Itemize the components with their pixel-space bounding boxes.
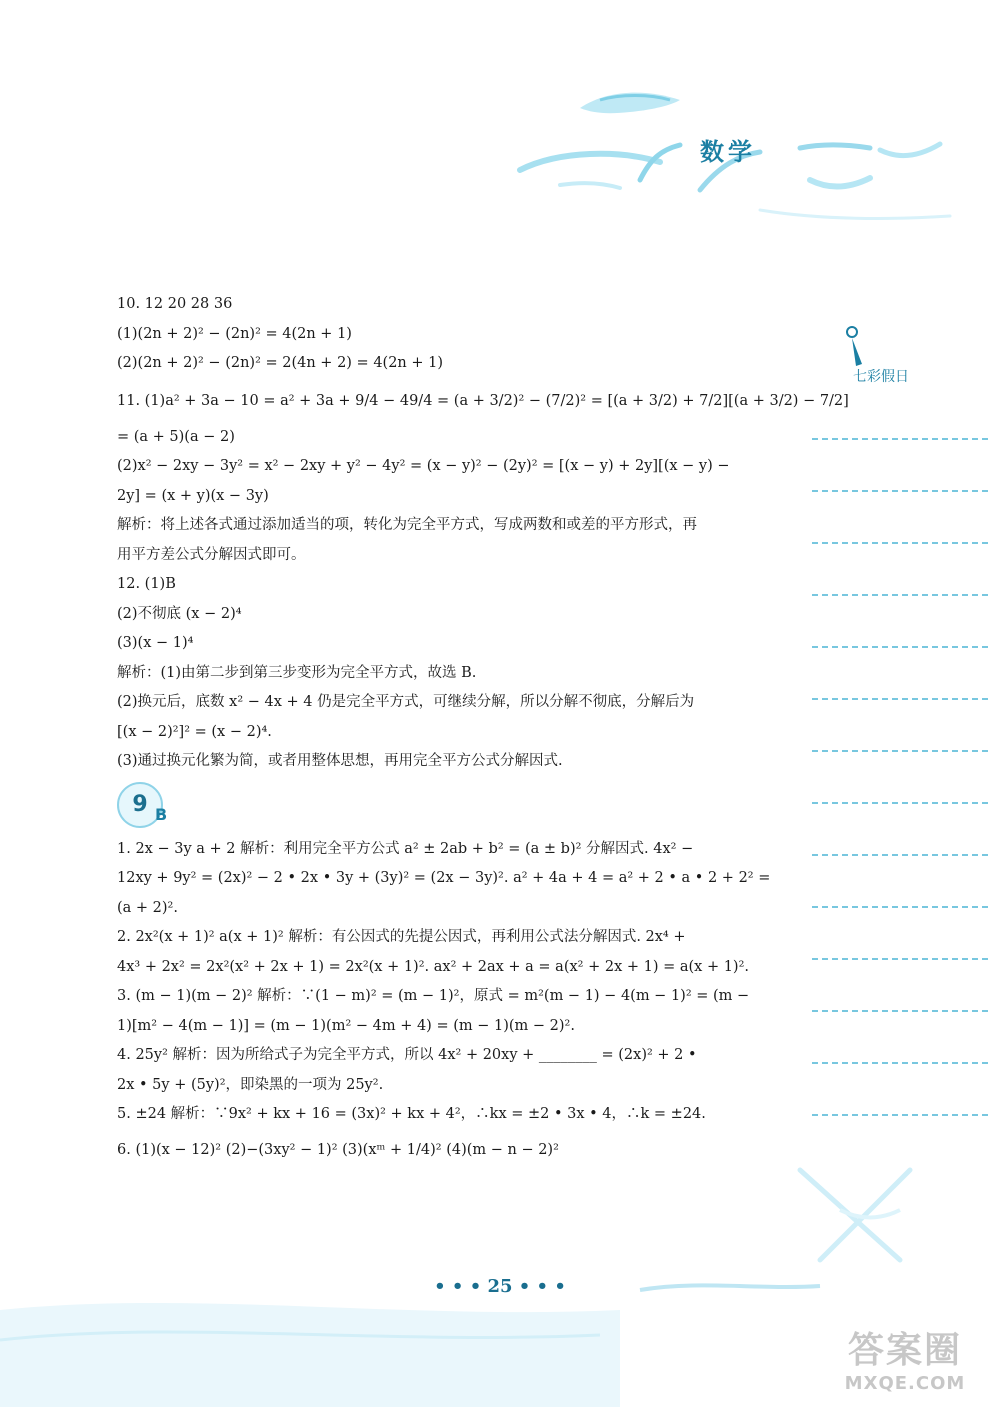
answer-line: = (a + 5)(a − 2) (117, 428, 235, 445)
answer-line: 解析：(1)由第二步到第三步变形为完全平方式，故选 B. (117, 664, 477, 681)
note-line (812, 804, 988, 856)
answer-line: 3. (m − 1)(m − 2)² 解析：∵(1 − m)² = (m − 1)²，原式 = m²(m − 1) − 4(m − 1)² = (m − (117, 988, 750, 1004)
note-line (812, 492, 988, 544)
note-line (812, 1064, 988, 1116)
note-line (812, 648, 988, 700)
answer-line: (2)换元后，底数 x² − 4x + 4 仍是完全平方式，可继续分解，所以分解不彻底，分解后为 (117, 694, 695, 710)
section-letter: B (155, 804, 168, 824)
note-line (812, 752, 988, 804)
answer-line: 4x³ + 2x² = 2x²(x² + 2x + 1) = 2x²(x + 1)². ax² + 2ax + a = a(x² + 2x + 1) = a(x + 1)². (117, 958, 750, 975)
answer-line: 2y] = (x + y)(x − 3y) (117, 487, 269, 504)
answer-line: 1. 2x − 3y a + 2 解析：利用完全平方公式 a² ± 2ab + b² = (a ± b)² 分解因式. 4x² − (117, 840, 694, 857)
section-number: 9 (117, 782, 163, 828)
answer-line: (2)不彻底 (x − 2)⁴ (117, 605, 242, 622)
note-line (812, 596, 988, 648)
answer-line: 2. 2x²(x + 1)² a(x + 1)² 解析：有公因式的先提公因式，再利用公式法分解因式. 2x⁴ + (117, 929, 686, 945)
answer-line: [(x − 2)²]² = (x − 2)⁴. (117, 723, 272, 740)
answer-line: 1)[m² − 4(m − 1)] = (m − 1)(m² − 4m + 4) = (m − 1)(m − 2)². (117, 1017, 575, 1034)
answer-line: (3)(x − 1)⁴ (117, 635, 194, 651)
watermark-text: 答案圈 (847, 1330, 962, 1371)
answer-line: 12xy + 9y² = (2x)² − 2 • 2x • 3y + (3y)² = (2x − 3y)². a² + 4a + 4 = a² + 2 • a • 2 + 2² = (117, 870, 771, 886)
answer-line: 10. 12 20 28 36 (117, 296, 233, 312)
answer-line: (1)(2n + 2)² − (2n)² = 4(2n + 1) (117, 325, 352, 342)
note-line (812, 856, 988, 908)
watermark-url: MXQE.COM (844, 1373, 966, 1394)
answer-line: (3)通过换元化繁为简，或者用整体思想，再用完全平方公式分解因式. (117, 753, 563, 769)
note-line (812, 544, 988, 596)
header-subject-title: 数学 (700, 138, 756, 166)
notes-area (812, 438, 988, 1116)
answer-line: (2)x² − 2xy − 3y² = x² − 2xy + y² − 4y² = (x − y)² − (2y)² = [(x − y) + 2y][(x − y) − (117, 458, 730, 474)
answer-line: 6. (1)(x − 12)² (2)−(3xy² − 1)² (3)(xᵐ + 1/4)² (4)(m − n − 2)² (117, 1141, 559, 1158)
answer-line: (2)(2n + 2)² − (2n)² = 2(4n + 2) = 4(2n + 1) (117, 355, 444, 371)
answer-content (117, 290, 849, 1170)
answer-line: 4. 25y² 解析：因为所给式子为完全平方式，所以 4x² + 20xy + ________ = (2x)² + 2 • (117, 1047, 697, 1063)
note-line (812, 1012, 988, 1064)
answer-line: 12. (1)B (117, 576, 176, 592)
pen-icon (822, 320, 962, 400)
answer-line: 5. ±24 解析：∵9x² + kx + 16 = (3x)² + kx + 4²，∴kx = ±2 • 3x • 4，∴k = ±24. (117, 1106, 706, 1122)
side-brand-label: 七彩假日 (853, 369, 909, 385)
answer-line: 2x • 5y + (5y)²，即染黑的一项为 25y². (117, 1076, 384, 1093)
answer-line: 用平方差公式分解因式即可。 (117, 546, 306, 563)
note-line (812, 908, 988, 960)
note-line (812, 700, 988, 752)
section-badge (117, 781, 757, 829)
answer-line: 解析：将上述各式通过添加适当的项，转化为完全平方式，写成两数和或差的平方形式，再 (117, 517, 697, 533)
page-number: • • • 25 • • • (434, 1276, 566, 1297)
answer-line: (a + 2)². (117, 899, 178, 916)
watermark-logo (820, 1318, 990, 1398)
note-line (812, 960, 988, 1012)
answer-line: 11. (1)a² + 3a − 10 = a² + 3a + 9/4 − 49/4 = (a + 3/2)² − (7/2)² = [(a + 3/2) + 7/2][(a + 3/2) − 7/2] (117, 392, 849, 409)
note-line (812, 440, 988, 492)
